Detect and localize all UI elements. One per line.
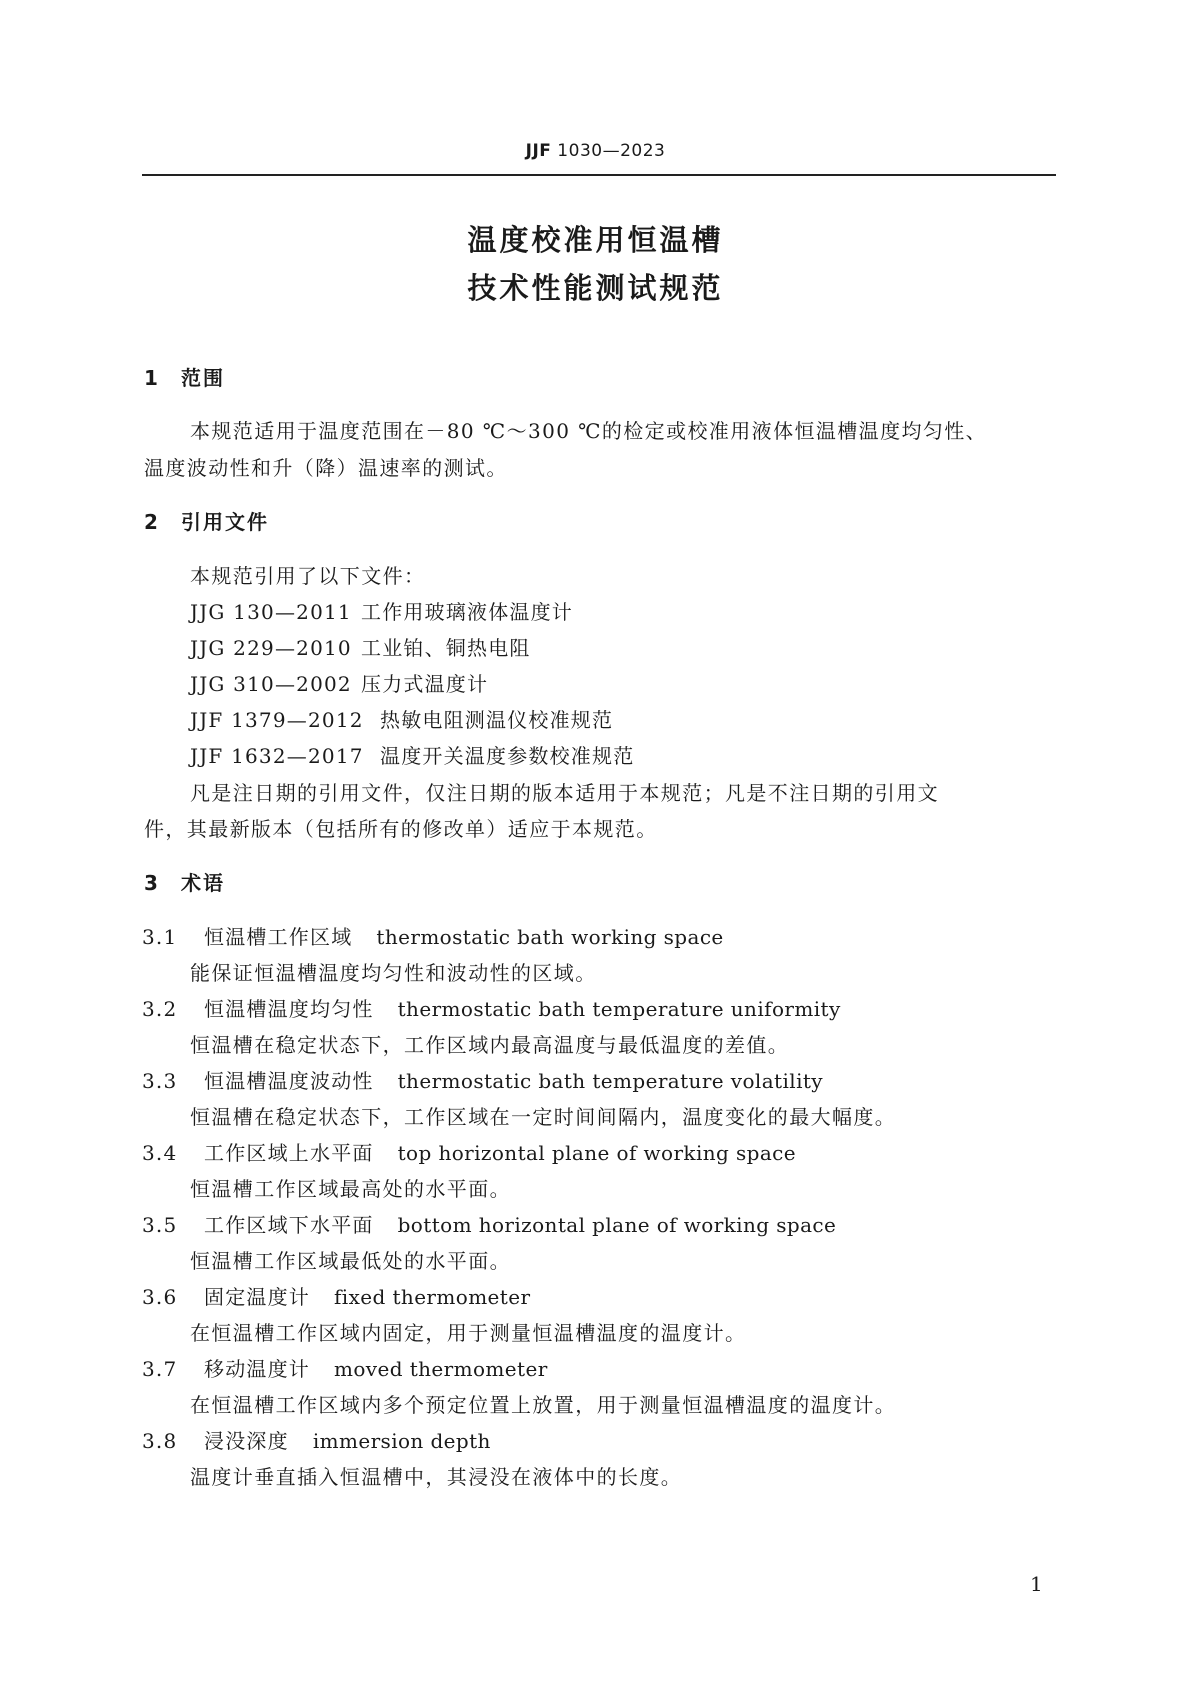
term-name-en: fixed thermometer [334,1285,531,1309]
section-3-number: 3 [144,871,160,895]
section-3-heading [144,867,225,896]
term-entry [142,993,841,1022]
term-definition: 在恒温槽工作区域内固定，用于测量恒温槽温度的温度计。 [190,1321,747,1345]
document-code [0,141,1191,161]
term-name-zh: 移动温度计 [204,1357,310,1381]
term-number: 3.7 [142,1357,178,1381]
term-number: 3.2 [142,997,178,1021]
document-code-number: 1030—2023 [551,141,666,161]
section-3-title: 术语 [181,871,225,895]
references-note-line-1: 凡是注日期的引用文件，仅注日期的版本适用于本规范；凡是不注日期的引用文 [190,781,939,805]
term-name-zh: 恒温槽温度均匀性 [204,997,374,1021]
reference-code: JJG 130—2011 [190,600,352,624]
term-name-en: top horizontal plane of working space [397,1141,797,1165]
term-definition: 能保证恒温槽温度均匀性和波动性的区域。 [190,961,597,985]
term-definition: 恒温槽在稳定状态下，工作区域内最高温度与最低温度的差值。 [190,1033,790,1057]
term-number: 3.3 [142,1069,178,1093]
term-number: 3.5 [142,1213,178,1237]
term-name-en: immersion depth [312,1429,491,1453]
term-name-en: thermostatic bath temperature uniformity [397,997,841,1021]
term-entry [142,1065,823,1094]
term-definition: 温度计垂直插入恒温槽中，其浸没在液体中的长度。 [190,1465,683,1489]
term-name-zh: 工作区域上水平面 [204,1141,374,1165]
term-entry [142,1425,491,1454]
reference-title: 工业铂、铜热电阻 [361,636,531,660]
reference-title: 工作用玻璃液体温度计 [361,600,573,624]
reference-code: JJF 1379—2012 [190,708,364,732]
section-1-title: 范围 [181,366,225,390]
references-note-line-2: 件，其最新版本（包括所有的修改单）适应于本规范。 [144,817,658,841]
reference-item [190,632,531,661]
term-name-zh: 恒温槽工作区域 [204,925,353,949]
reference-code: JJG 310—2002 [190,672,352,696]
term-definition: 恒温槽工作区域最低处的水平面。 [190,1249,511,1273]
term-number: 3.6 [142,1285,178,1309]
term-name-en: thermostatic bath temperature volatility [397,1069,824,1093]
title-line-2: 技术性能测试规范 [467,271,724,305]
term-definition: 恒温槽工作区域最高处的水平面。 [190,1177,511,1201]
document-code-prefix: JJF [525,141,552,161]
term-number: 3.4 [142,1141,178,1165]
references-intro: 本规范引用了以下文件： [190,564,426,588]
term-name-en: bottom horizontal plane of working space [397,1213,837,1237]
reference-item [190,668,488,697]
term-definition: 在恒温槽工作区域内多个预定位置上放置，用于测量恒温槽温度的温度计。 [190,1393,897,1417]
reference-title: 热敏电阻测温仪校准规范 [380,708,614,732]
scope-paragraph-line-1: 本规范适用于温度范围在－80 ℃～300 ℃的检定或校准用液体恒温槽温度均匀性、 [190,419,988,443]
term-entry [142,1209,836,1238]
term-entry [142,921,724,950]
header-rule [142,174,1056,176]
reference-item [190,740,634,769]
term-definition: 恒温槽在稳定状态下，工作区域在一定时间间隔内，温度变化的最大幅度。 [190,1105,897,1129]
term-number: 3.8 [142,1429,178,1453]
term-entry [142,1281,530,1310]
section-2-heading [144,506,269,535]
page-number: 1 [1030,1572,1043,1596]
section-2-number: 2 [144,510,160,534]
reference-item [190,596,573,625]
scope-paragraph-line-2: 温度波动性和升（降）温速率的测试。 [144,456,508,480]
section-2-title: 引用文件 [181,510,269,534]
section-1-number: 1 [144,366,160,390]
reference-code: JJG 229—2010 [190,636,352,660]
title-line-1: 温度校准用恒温槽 [467,223,724,257]
term-entry [142,1353,548,1382]
term-name-zh: 工作区域下水平面 [204,1213,374,1237]
reference-title: 温度开关温度参数校准规范 [380,744,635,768]
term-name-zh: 恒温槽温度波动性 [204,1069,374,1093]
reference-code: JJF 1632—2017 [190,744,364,768]
reference-item [190,704,613,733]
term-name-zh: 固定温度计 [204,1285,310,1309]
term-name-en: thermostatic bath working space [376,925,724,949]
term-number: 3.1 [142,925,178,949]
reference-title: 压力式温度计 [361,672,489,696]
section-1-heading [144,362,225,391]
term-name-en: moved thermometer [334,1357,548,1381]
term-entry [142,1137,796,1166]
term-name-zh: 浸没深度 [204,1429,289,1453]
